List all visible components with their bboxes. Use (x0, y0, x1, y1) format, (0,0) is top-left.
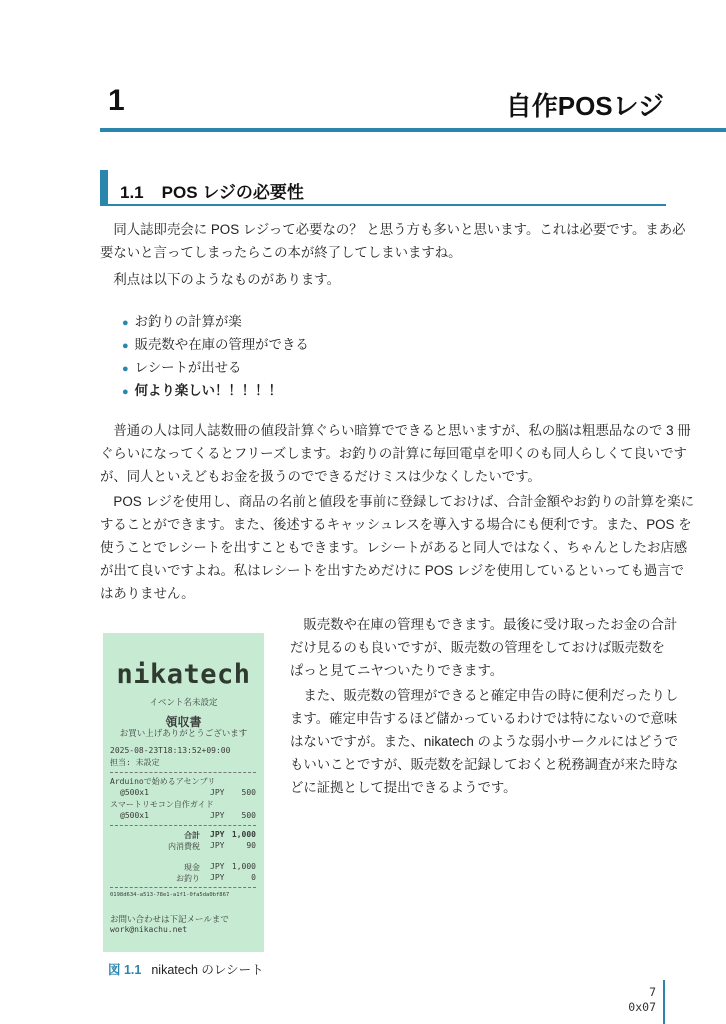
list-item: ● レシートが出せる (122, 360, 242, 375)
receipt-thanks: お買い上げありがとうございます (119, 729, 248, 739)
bullet-icon: ● (122, 317, 129, 329)
bullet-icon: ● (122, 386, 129, 398)
text-line: 販売数や在庫の管理もできます。最後に受け取ったお金の合計 (290, 617, 678, 632)
change-amount: 0 (251, 873, 256, 882)
chapter-title: 自作POSレジ (505, 91, 664, 121)
bullet-icon: ● (122, 363, 129, 375)
divider (110, 772, 256, 773)
text-line: また、販売数の管理ができると確定申告の時に便利だったりし (290, 688, 679, 703)
page-number-rule (663, 980, 665, 1024)
item-amount: 500 (241, 788, 256, 797)
text-line: することができます。また、後述するキャッシュレスを導入する場合にも便利です。また、POS を (100, 517, 692, 532)
paragraph (100, 419, 691, 488)
change-label: お釣り (176, 874, 200, 883)
list-item: ● 何より楽しい！！！！！ (122, 383, 282, 398)
page-number (628, 985, 656, 1015)
paragraph (290, 613, 677, 682)
receipt-event: イベント名未設定 (149, 698, 218, 708)
divider (110, 825, 256, 826)
text-line: だけ見るのも良いですが、販売数の管理をしておけば販売数を (290, 640, 665, 655)
item-amount: 500 (241, 811, 256, 820)
page-number-hex: 0x07 (628, 1000, 656, 1014)
change-currency: JPY (210, 873, 225, 882)
text-line: 普通の人は同人誌数冊の値段計算ぐらい暗算でできると思いますが、私の脳は粗悪品なので 3 冊 (100, 423, 691, 438)
section-bar (100, 170, 108, 206)
receipt-brand: nikatech (116, 659, 251, 690)
bullet-icon: ● (122, 340, 129, 352)
text-line: 使うことでレシートを出すこともできます。レシートがあると同人ではなく、ちゃんとしたお店感 (100, 540, 688, 555)
text-line: はないですが。また、nikatech のような弱小サークルにはどうで (290, 734, 678, 749)
section-heading (100, 170, 666, 206)
text-line: もいいことですが、販売数を記録しておくと税務調査が来た時な (290, 757, 679, 772)
paragraph (100, 490, 694, 605)
receipt-item-name: Arduinoで始めるアセンブリ (110, 777, 216, 786)
text-line: はありません。 (100, 586, 195, 601)
cash-amount: 1,000 (231, 862, 256, 871)
figure-caption (108, 960, 264, 978)
text-line: が出て良いですよね。私はレシートを出すためだけに POS レジを使用しているといっても過言で (100, 563, 685, 578)
tax-label: 内消費税 (168, 842, 200, 851)
cash-currency: JPY (210, 862, 225, 871)
item-currency: JPY (210, 811, 225, 820)
chapter-number: 1 (108, 84, 125, 117)
divider (110, 887, 256, 888)
receipt-contact-label: お問い合わせは下記メールまで (110, 915, 229, 925)
paragraph (100, 268, 340, 291)
cash-label: 現金 (184, 863, 200, 872)
item-currency: JPY (210, 788, 225, 797)
total-amount: 1,000 (231, 830, 256, 839)
tax-amount: 90 (246, 841, 256, 850)
receipt-contact-email: work@nikachu.net (110, 925, 188, 934)
text-line: どに証拠として提出できるようです。 (290, 780, 517, 795)
receipt-heading: 領収書 (165, 715, 202, 729)
text-line: ます。確定申告するほど儲かっているわけでは特にないので意味 (290, 711, 678, 726)
text-line: ぱっと見てニヤついたりできます。 (290, 663, 504, 678)
advantages-list (122, 310, 309, 402)
list-item: ● 販売数や在庫の管理ができる (122, 337, 309, 352)
item-unit: @500x1 (120, 788, 149, 797)
total-currency: JPY (210, 830, 225, 839)
tax-currency: JPY (210, 841, 225, 850)
text-line: が、同人といえどもお金を扱うのでできるだけミスは少なくしたいです。 (100, 469, 541, 484)
item-unit: @500x1 (120, 811, 149, 820)
text-line: ぐらいになってくるとフリーズします。お釣りの計算に毎回電卓を叩くのも同人らしくて良いです (100, 446, 687, 461)
paragraph (100, 218, 686, 264)
receipt-datetime: 2025-08-23T18:13:52+09:00 (110, 746, 231, 755)
section-title: POS レジの必要性 (161, 183, 304, 202)
text-line: 利点は以下のようなものがあります。 (100, 272, 340, 287)
paragraph (290, 684, 678, 799)
total-label: 合計 (184, 831, 200, 840)
receipt-item-name: スマートリモコン自作ガイド (110, 800, 214, 809)
section-number: 1.1 (120, 183, 144, 202)
figure-number: 図 1.1 (108, 963, 142, 977)
text-line: 同人誌即売会に POS レジって必要なの？ と思う方も多いと思います。これは必要です。まあ必 (100, 222, 686, 237)
text-line: POS レジを使用し、商品の名前と値段を事前に登録しておけば、合計金額やお釣りの計算を楽に (100, 494, 695, 509)
list-item: ● お釣りの計算が楽 (122, 314, 242, 329)
page-number-decimal: 7 (649, 985, 656, 999)
receipt-image (103, 633, 264, 952)
receipt-staff: 担当: 未設定 (110, 758, 160, 767)
chapter-rule (100, 128, 726, 132)
text-line: 要ないと言ってしまったらこの本が終了してしまいますね。 (100, 245, 462, 260)
receipt-uuid: 0198d634-a513-78e1-a1f1-0fa5da0bf867 (110, 892, 230, 898)
caption-text: nikatech のレシート (151, 963, 264, 977)
